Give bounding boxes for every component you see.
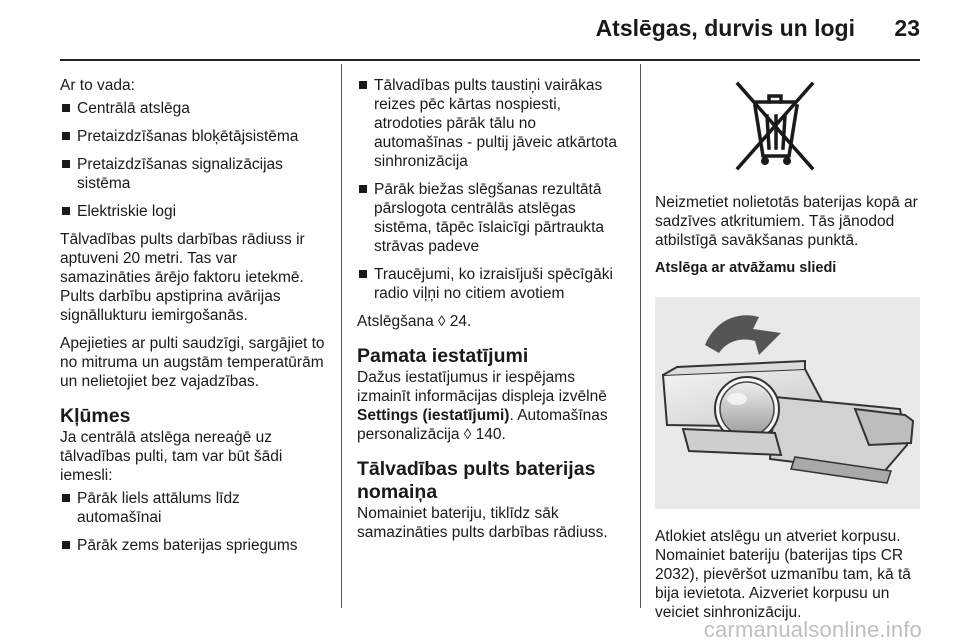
crossed-out-bin-icon [735, 76, 815, 176]
list-item: Pretaizdzīšanas signalizācijas sistēma [60, 155, 328, 193]
list-item: Elektriskie logi [60, 202, 328, 221]
column-divider-left [341, 64, 342, 608]
reference-text: Atslēgšana [357, 313, 434, 330]
reference-page: 140. [475, 426, 506, 443]
header-rule [60, 59, 920, 61]
watermark: carmanualsonline.info [703, 617, 922, 642]
key-battery-illustration [655, 297, 920, 509]
page-header [0, 0, 960, 60]
page-number: 23 [894, 15, 920, 41]
cross-reference: Atslēgšana ◊ 24. [357, 313, 472, 330]
faults-heading: Kļūmes [60, 405, 131, 427]
basic-settings-text-after: . Automašīnas personalizācija [357, 407, 608, 443]
faults-list-continued [357, 76, 629, 303]
section-title: Atslēgas, durvis un logi [595, 15, 855, 41]
list-item: Pārāk liels attālums līdz automašīnai [60, 489, 328, 527]
battery-replacement-heading: Tālvadības pults baterijas nomaiņa [357, 458, 596, 503]
fold-key-heading: Atslēga ar atvāžamu sliedi [655, 260, 837, 276]
faults-intro: Ja centrālā atslēga nereaģē uz tālvadības pulti, tam var būt šādi iemesli: [60, 429, 283, 484]
reference-page: 24 [449, 313, 467, 330]
list-item: Centrālā atslēga [60, 99, 328, 118]
list-item: Tālvadības pults taustiņi vairākas reizes pēc kārtas nospiesti, atrodoties pārāk tālu no automašīnas - pultij jāveic atkārtota sinhronizācija [357, 76, 629, 171]
care-paragraph: Apejieties ar pulti saudzīgi, sargājiet to no mitruma un augstām temperatūrām un nelietojiet bez vajadzības. [60, 335, 325, 390]
basic-settings-heading: Pamata iestatījumi [357, 345, 529, 367]
disposal-paragraph: Neizmetiet nolietotās baterijas kopā ar sadzīves atkritumiem. Tās jānodod atbilstīgā savākšanas punktā. [655, 194, 918, 249]
list-item: Traucējumi, ko izraisījuši spēcīgāki radio viļņi no citiem avotiem [357, 265, 629, 303]
list-item: Pārāk biežas slēgšanas rezultātā pārslogota centrālās atslēgas sistēma, tāpēc īslaicīgi pārtraukta strāvas padeve [357, 180, 629, 256]
controls-list [60, 99, 328, 221]
column-right [655, 76, 925, 631]
list-item: Pretaizdzīšanas bloķētājsistēma [60, 127, 328, 146]
faults-list [60, 489, 328, 555]
basic-settings-text: Dažus iestatījumus ir iespējams izmainīt informācijas displeja izvēlnē [357, 369, 607, 405]
column-middle [357, 76, 629, 551]
intro-text: Ar to vada: [60, 77, 135, 94]
range-paragraph: Tālvadības pults darbības rādiuss ir aptuveni 20 metri. Tas var samazināties ārējo faktoru ietekmē. Pults darbību apstiprina avārijas signāllukturu iemirgošanās. [60, 231, 305, 324]
page-reference-icon: ◊ [438, 313, 446, 330]
column-left [60, 76, 328, 564]
battery-replacement-text: Nomainiet bateriju, tiklīdz sāk samazināties pults darbības rādiuss. [357, 505, 608, 541]
basic-settings-paragraph [357, 368, 629, 444]
settings-menu-name: Settings (iestatījumi) [357, 407, 510, 424]
page-reference-icon: ◊ [463, 426, 472, 443]
column-divider-right [640, 64, 641, 608]
instructions-paragraph: Atlokiet atslēgu un atveriet korpusu. Nomainiet bateriju (baterijas tips CR 2032), pievēršot uzmanību tam, kā tā bija ievietota. Aizveriet korpusu un veiciet sinhronizāciju. [655, 528, 911, 621]
list-item: Pārāk zems baterijas spriegums [60, 536, 328, 555]
